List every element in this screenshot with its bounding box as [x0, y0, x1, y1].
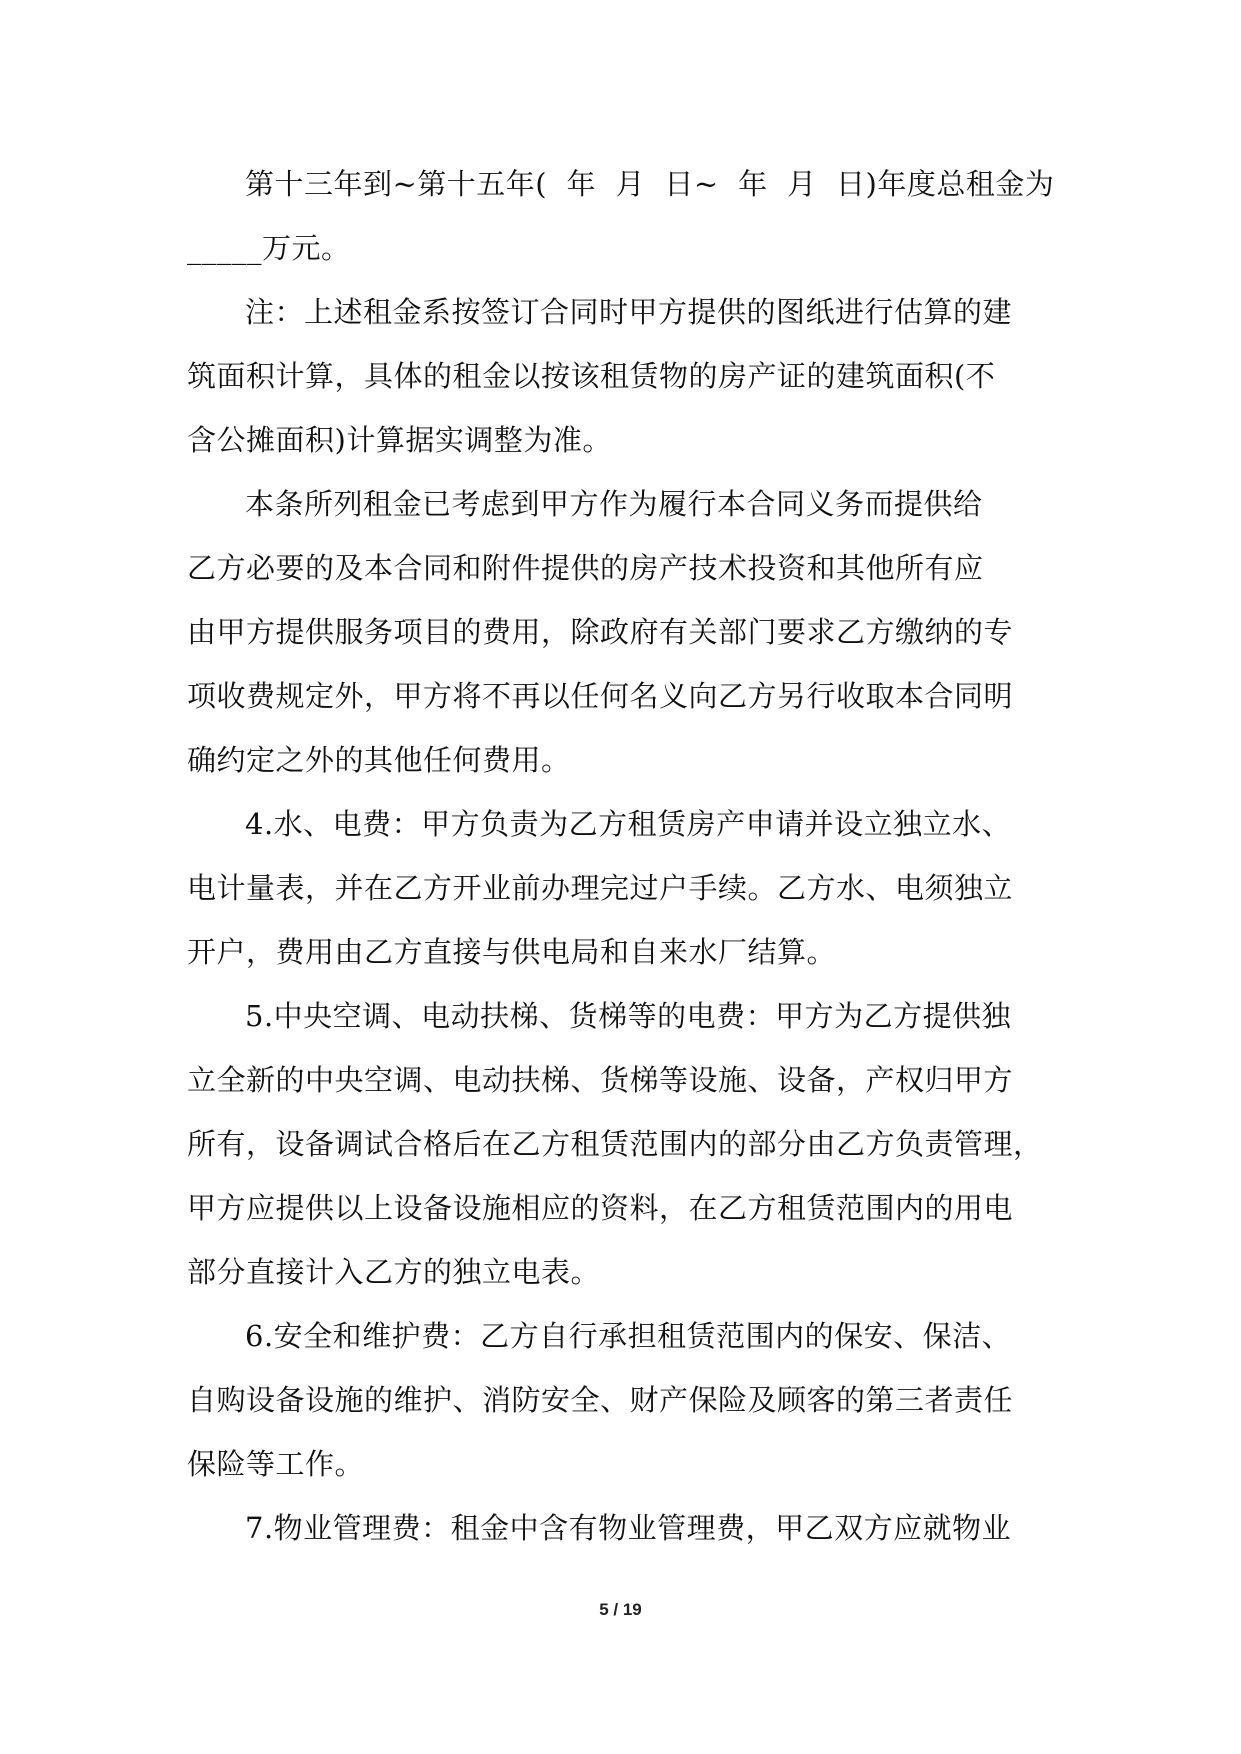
text-line: 自购设备设施的维护、消防安全、财产保险及顾客的第三者责任 [187, 1383, 1014, 1417]
paragraph-clause-5-central-ac [187, 984, 1057, 1304]
text-line: _____万元。 [187, 231, 351, 265]
paragraph-note-area-calculation [187, 280, 1057, 472]
text-line: 筑面积计算，具体的租金以按该租赁物的房产证的建筑面积(不 [187, 359, 996, 393]
text-line: 甲方应提供以上设备设施相应的资料，在乙方租赁范围内的用电 [187, 1191, 1014, 1225]
text-line: 4.水、电费：甲方负责为乙方租赁房产申请并设立独立水、 [245, 807, 1012, 841]
text-line: 含公摊面积)计算据实调整为准。 [187, 423, 612, 457]
text-line: 7.物业管理费：租金中含有物业管理费，甲乙双方应就物业 [245, 1511, 1012, 1545]
text-line: 注：上述租金系按签订合同时甲方提供的图纸进行估算的建 [245, 295, 1013, 329]
text-line: 第十三年到~第十五年( 年 月 日~ 年 月 日)年度总租金为 [245, 167, 1055, 201]
document-body [187, 152, 1057, 1560]
paragraph-rent-years-13-15 [187, 152, 1057, 280]
paragraph-rent-includes-costs [187, 472, 1057, 792]
text-line: 乙方必要的及本合同和附件提供的房产技术投资和其他所有应 [187, 551, 984, 585]
text-line: 本条所列租金已考虑到甲方作为履行本合同义务而提供给 [245, 487, 983, 521]
text-line: 确约定之外的其他任何费用。 [187, 743, 571, 777]
text-line: 部分直接计入乙方的独立电表。 [187, 1255, 601, 1289]
text-line: 项收费规定外，甲方将不再以任何名义向乙方另行收取本合同明 [187, 679, 1014, 713]
text-line: 5.中央空调、电动扶梯、货梯等的电费：甲方为乙方提供独 [245, 999, 1012, 1033]
paragraph-clause-6-safety [187, 1304, 1057, 1496]
text-line: 6.安全和维护费：乙方自行承担租赁范围内的保安、保洁、 [245, 1319, 1012, 1353]
text-line: 保险等工作。 [187, 1447, 365, 1481]
text-line: 由甲方提供服务项目的费用，除政府有关部门要求乙方缴纳的专 [187, 615, 1014, 649]
text-line: 开户，费用由乙方直接与供电局和自来水厂结算。 [187, 935, 837, 969]
paragraph-clause-4-utilities [187, 792, 1057, 984]
page-number: 5 / 19 [599, 1600, 642, 1619]
paragraph-clause-7-property [187, 1496, 1057, 1560]
text-line: 电计量表，并在乙方开业前办理完过户手续。乙方水、电须独立 [187, 871, 1014, 905]
text-line: 所有，设备调试合格后在乙方租赁范围内的部分由乙方负责管理， [187, 1127, 1043, 1161]
text-line: 立全新的中央空调、电动扶梯、货梯等设施、设备，产权归甲方 [187, 1063, 1014, 1097]
